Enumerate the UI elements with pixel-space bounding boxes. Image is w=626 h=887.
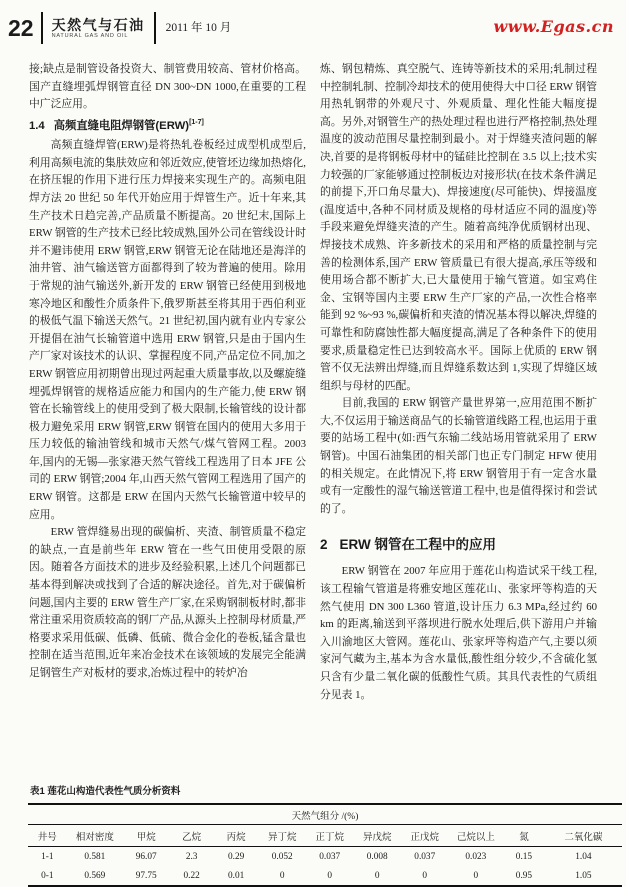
paragraph: ERW 钢管在 2007 年应用于莲花山构造试采干线工程,该工程输气管道是将雅安地区莲花山、张家坪等构造的天然气使用 DN 300 L360 管道,设计压力 6.3 MPa,经过约 60 km 的距离,输送到平落坝进行脱水处理后,供下游用户并输入川渝地区大管网。莲花山、张家坪等构造产气,主要以须家河气藏为主,基本为含水量低,酸性组分较少,不含硫化氢只含有少量二氧化碳的低酸性气质。其具代表性的气质组分见表 1。 [320, 565, 597, 701]
two-column-body [29, 61, 597, 704]
table-spanner-row [28, 804, 622, 825]
left-column [29, 61, 306, 704]
right-column [320, 61, 597, 704]
col-header: 丙烷 [214, 825, 259, 847]
page-number: 22 [8, 15, 34, 41]
table-cell: 0.01 [214, 866, 259, 886]
table-cell: 0 [401, 866, 449, 886]
gas-composition-table [28, 803, 622, 887]
section-title: ERW 钢管在工程中的应用 [339, 537, 497, 553]
table-caption: 表1 莲花山构造代表性气质分析资料 [30, 786, 181, 797]
reference-superscript: [1-7] [189, 119, 204, 127]
table-cell: 0.29 [228, 851, 245, 862]
col-header: 氮 [503, 825, 545, 847]
table-cell: 0.008 [366, 851, 388, 862]
paragraph-continuation: 接;缺点是制管设备投资大、制管费用较高、管材价格高。国产直缝埋弧焊钢管直径 DN 300~DN 1000,在重要的工程中广泛应用。 [29, 63, 306, 111]
table-cell: 1-1 [41, 851, 54, 862]
table-cell: 0.95 [503, 866, 545, 886]
paragraph: 高频直缝焊管(ERW)是将热轧卷板经过成型机成型后,利用高频电流的集肤效应和邻近效应,使管坯边缘加热熔化,在挤压辊的作用下进行压力焊接来实现生产的。高频电阻焊方法 20 世纪 50 年代开始应用于焊管生产。近十年来,其生产技术日趋完善,产品质量不断提高。20 世纪末,国际上 ERW 钢管的生产技术已经比较成熟,国外公司在管线设计时并不避讳使用 ERW 钢管,ERW 钢管无论在陆地还是海洋的油井管、油气输送管方面都得到了较为普遍的使用。除用于常规的油气输送外,新开发的 ERW 钢管已经使用到极地寒冷地区和酸性介质条件下,俄罗斯甚至将其用于西伯利亚的极低气温下输送天然气。21 世纪初,国内就有业内专家公开提倡在油气长输管道中选用 ERW 钢管,只是由于国内生产厂家对该技术的认识、掌握程度不同,产品定位不同,加之 ERW 钢管应用初期曾出现过两起重大质量事故,以及螺旋缝埋弧焊钢管的规格适应能力和国内的生产能力,使 ERW 钢管在长输管线上的使用受到了极大限制,长输管线的设计都极力避免采用 ERW 钢管,ERW 钢管在国内的使用大多用于压力较低的输油管线和城市天然气/煤气管网工程。2003 年,国内的无锡—张家港天然气管线工程选用了日本 JFE 公司的 ERW 钢管;2004 年,山西天然气管网工程选用了国产的 ERW 钢管。这都是 ERW 在国内天然气长输管道中较早的应用。 [29, 139, 306, 521]
table-cell: 0.037 [414, 851, 436, 862]
section-number: 2 [320, 537, 328, 553]
table-cell: 0 [306, 866, 354, 886]
table-cell: 0.037 [319, 851, 341, 862]
table-cell: 0.052 [271, 851, 293, 862]
paragraph: ERW 管焊缝易出现的碳偏析、夹渣、制管质量不稳定的缺点,一直是前些年 ERW 管在一些气田使用受限的原因。随着各方面技术的进步及经验积累,上述几个问题都已基本得到解决或找到了合适的解决途径。首先,对于碳偏析问题,国内主要的 ERW 管生产厂家,在采购钢制板材时,都非常注重采用资质较高的钢厂产品,从源头上控制母材质量,严格要求采用低碳、低磷、低硫、微合金化的卷板,锰含量也控制在适当范围,近年来冶金技术在该领域的发展完全能满足钢管生产对板材的要求,冶炼过程中的转炉冶 [29, 526, 306, 679]
col-header: 正戊烷 [401, 825, 449, 847]
subsection-number: 1.4 [29, 119, 45, 132]
issue-date: 2011 年 10 月 [165, 22, 232, 34]
subsection-heading-1-4 [29, 117, 306, 135]
table-cell: 1.05 [545, 866, 622, 886]
col-header: 井号 [28, 825, 67, 847]
paragraph-continuation: 炼、钢包精炼、真空脱气、连铸等新技术的采用;轧制过程中控制轧制、控制冷却技术的使用使得大中口径 ERW 钢管用热轧钢带的外观尺寸、外观质量、理化性能大幅度提高。另外,对钢管生产的热处理过程也进行严格控制,热处理温度的波动范围尽量控制到最小。对于焊缝夹渣问题的解决,首要的是将钢板母材中的锰硅比控制在 3.5 以上;技术实力较强的厂家能够通过控制板边对接形状(在技术条件满足的前提下,开口角尽量大)、焊接速度(尽可能快)、焊接温度(温度适中,各种不同材质及规格的母材适应不同的温度)等手段来避免焊缝夹渣的产生。随着高纯净优质钢材出现、焊接技术成熟、许多新技术的采用和严格的质量控制与完善的检测体系,国产 ERW 管质量已有很大提高,承压等级和使用场合都不断扩大,已大量使用于输气管道。如宝鸡住金、宝钢等国内主要 ERW 生产厂家的产品,一次性合格率能到 92 %~93 %,碳偏析和夹渣的情况基本得以解决,焊缝的可靠性和防腐蚀性都大幅度提高,满足了各种条件下的使用要求,质量稳定性已达到较高水平。国际上优质的 ERW 钢管不仅无法辨出焊缝,而且焊缝系数达到 1,实现了焊缝区域组织与母材的匹配。 [320, 63, 597, 392]
col-header: 异戊烷 [353, 825, 401, 847]
subsection-title: 高频直缝电阻焊钢管(ERW)[1-7] [53, 119, 204, 132]
table-row [28, 866, 622, 886]
paragraph: 目前,我国的 ERW 钢管产量世界第一,应用范围不断扩大,不仅运用于输送商品气的长输管道线路工程,也运用于重要的站场工程中(如:西气东输二线站场用管就采用了 ERW 钢管)。中国石油集团的相关部门也正专门制定 HFW 使用的相关规定。在此情况下,将 ERW 钢管用于有一定含水量或有一定酸性的湿气输送管道工程中,也是值得探讨和尝试的了。 [320, 397, 597, 515]
col-header: 异丁烷 [258, 825, 306, 847]
section-heading-2 [320, 534, 597, 556]
col-header: 己烷以上 [449, 825, 504, 847]
table-cell: 0.22 [169, 866, 214, 886]
table-cell: 0-1 [28, 866, 67, 886]
col-header: 二氧化碳 [545, 825, 622, 847]
col-header: 甲烷 [123, 825, 169, 847]
table-cell: 2.3 [185, 851, 198, 862]
col-header: 乙烷 [169, 825, 214, 847]
table-cell: 0.581 [84, 851, 106, 862]
col-header: 相对密度 [67, 825, 123, 847]
table-cell: 0.15 [515, 851, 533, 862]
journal-title-en: NATURAL GAS AND OIL [51, 33, 129, 39]
table-cell: 0 [449, 866, 504, 886]
table-row [28, 847, 622, 867]
col-header: 正丁烷 [306, 825, 354, 847]
table-cell: 0.023 [465, 851, 487, 862]
table-header-row [28, 825, 622, 847]
table-cell: 96.07 [135, 851, 157, 862]
journal-logo [41, 12, 156, 44]
journal-title-cn: 天然气与石油 [51, 17, 145, 33]
table-cell: 1.04 [575, 851, 592, 862]
spanner-label: 天然气组分 /(%) [28, 804, 622, 825]
table-1-section [28, 783, 622, 887]
table-cell: 0 [258, 866, 306, 886]
table-cell: 0 [353, 866, 401, 886]
site-watermark: www.Egas.cn [493, 17, 614, 36]
table-cell: 97.75 [123, 866, 169, 886]
table-cell: 0.569 [67, 866, 123, 886]
